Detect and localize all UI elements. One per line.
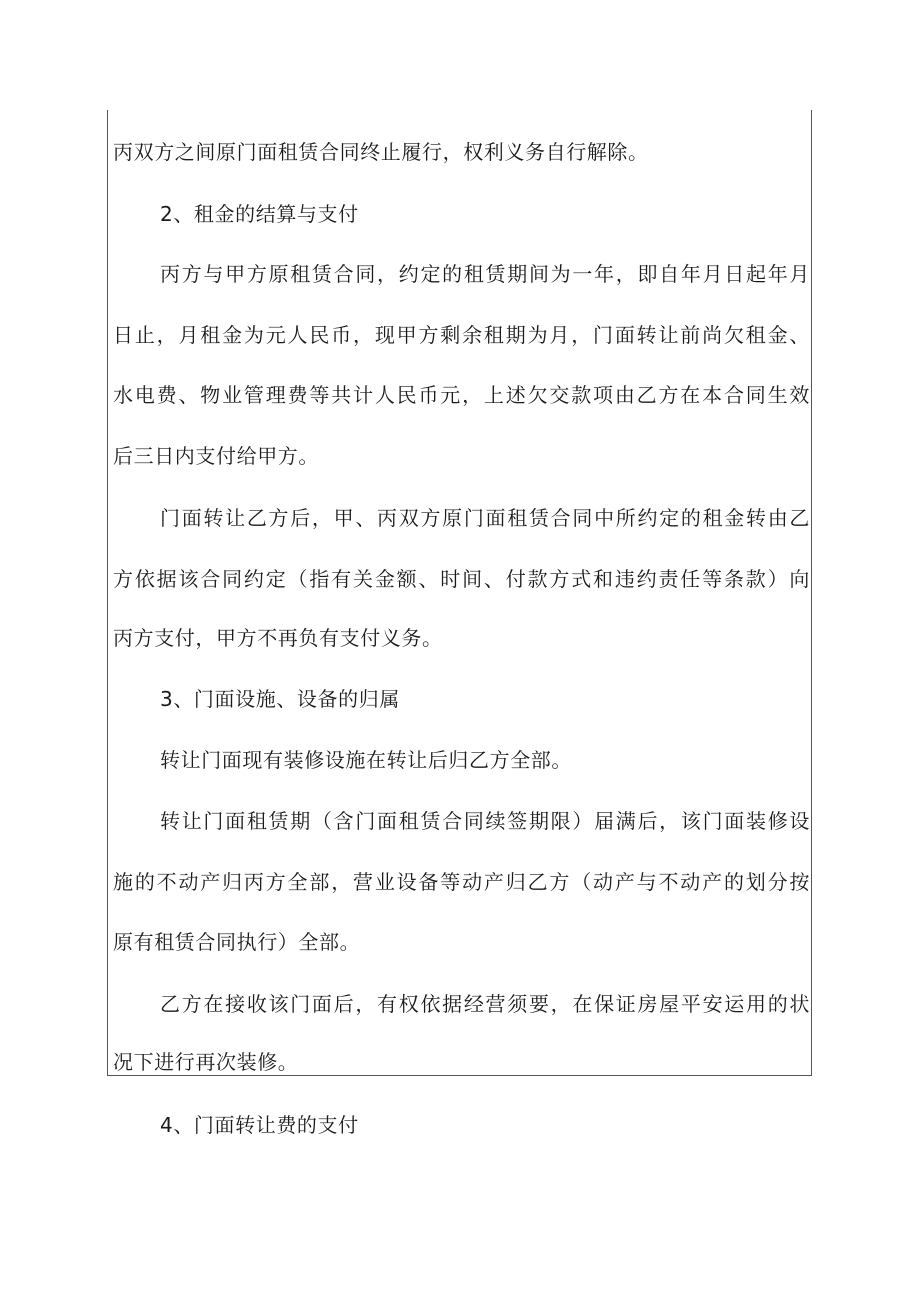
paragraph-line: 水电费、物业管理费等共计人民币元，上述欠交款项由乙方在本合同生效 xyxy=(113,383,810,407)
paragraph-line: 门面转让乙方后，甲、丙双方原门面租赁合同中所约定的租金转由乙 xyxy=(160,506,810,530)
paragraph-line: 转让门面租赁期（含门面租赁合同续签期限）届满后，该门面装修设 xyxy=(160,809,810,833)
paragraph-line: 施的不动产归丙方全部，营业设备等动产归乙方（动产与不动产的划分按 xyxy=(113,870,810,894)
paragraph-line: 况下进行再次装修。 xyxy=(113,1050,299,1074)
paragraph-line: 丙方支付，甲方不再负有支付义务。 xyxy=(113,626,443,650)
paragraph-line: 日止，月租金为元人民币，现甲方剩余租期为月，门面转让前尚欠租金、 xyxy=(113,323,810,347)
paragraph-line: 转让门面现有装修设施在转让后归乙方全部。 xyxy=(160,748,572,772)
paragraph-line: 丙双方之间原门面租赁合同终止履行，权利义务自行解除。 xyxy=(113,140,649,164)
paragraph-line: 后三日内支付给甲方。 xyxy=(113,444,319,468)
section-heading-rent: 2、租金的结算与支付 xyxy=(160,202,359,226)
section-heading-transfer-fee: 4、门面转让费的支付 xyxy=(160,1113,359,1137)
section-heading-facilities: 3、门面设施、设备的归属 xyxy=(160,687,400,711)
paragraph-line: 乙方在接收该门面后，有权依据经营须要，在保证房屋平安运用的状 xyxy=(160,992,810,1016)
paragraph-line: 原有租赁合同执行）全部。 xyxy=(113,930,361,954)
paragraph-line: 丙方与甲方原租赁合同，约定的租赁期间为一年，即自年月日起年月 xyxy=(160,262,810,286)
paragraph-line: 方依据该合同约定（指有关金额、时间、付款方式和违约责任等条款）向 xyxy=(113,567,810,591)
